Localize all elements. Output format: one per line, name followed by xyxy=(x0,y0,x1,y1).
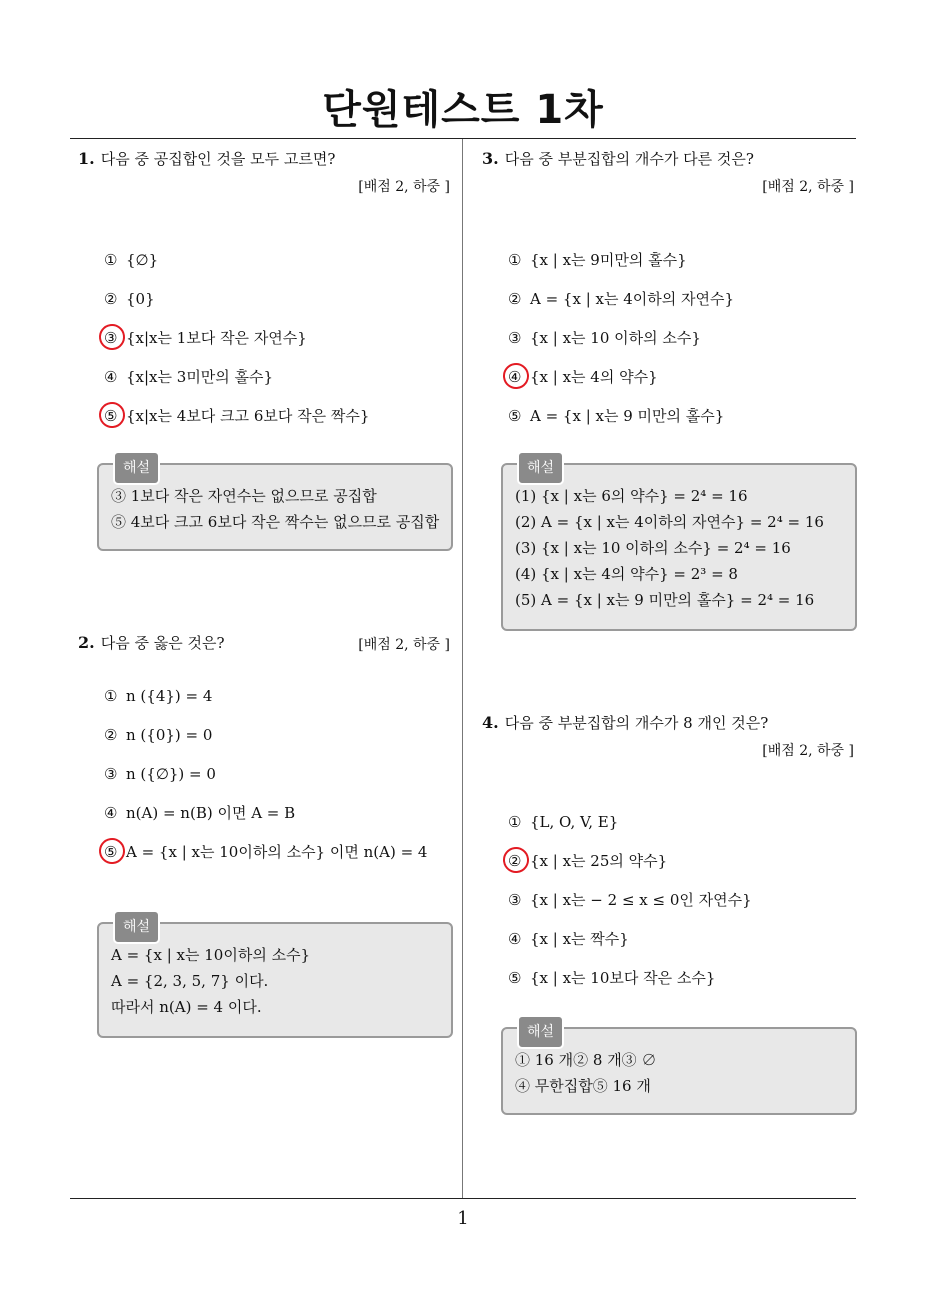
choice-text: {x|x는 3미만의 홀수} xyxy=(126,368,274,386)
page-number: 1 xyxy=(457,1208,469,1229)
choice-text: {x|x는 4보다 크고 6보다 작은 짝수} xyxy=(126,407,370,425)
choice-number: ⑤ xyxy=(508,969,522,987)
question-3 xyxy=(482,148,854,425)
solution-line: (3) {x | x는 10 이하의 소수} = 2⁴ = 16 xyxy=(515,539,791,557)
choice-text: {x | x는 − 2 ≤ x ≤ 0인 자연수} xyxy=(530,891,752,909)
question-number: 1. xyxy=(78,149,95,168)
choice-number: ① xyxy=(104,251,118,269)
question-2 xyxy=(78,632,450,861)
solution-line: 따라서 n(A) = 4 이다. xyxy=(111,998,262,1016)
choice-number: ③ xyxy=(508,891,522,909)
choice-3[interactable] xyxy=(104,764,216,784)
solution-line: ① 16 개② 8 개③ ∅ xyxy=(515,1051,657,1069)
choice-text: {x | x는 10보다 작은 소수} xyxy=(530,969,716,987)
choice-text: A = {x | x는 10이하의 소수} 이면 n(A) = 4 xyxy=(126,843,428,861)
solution-label: 해설 xyxy=(113,451,160,485)
column-divider xyxy=(462,139,463,1198)
choice-number: ② xyxy=(508,290,522,308)
choice-5[interactable] xyxy=(508,968,715,988)
choice-1[interactable] xyxy=(508,250,687,270)
choice-number: ⑤ xyxy=(104,406,126,426)
choice-number: ③ xyxy=(508,329,522,347)
choice-number: ① xyxy=(104,687,118,705)
score-label: [배점 2, 하중 ] xyxy=(762,179,854,195)
choice-text: {x | x는 10 이하의 소수} xyxy=(530,329,701,347)
choice-number: ② xyxy=(104,290,118,308)
choice-text: {∅} xyxy=(126,251,159,269)
page-title: 단원테스트 1차 xyxy=(322,87,604,133)
choice-5[interactable] xyxy=(104,842,427,862)
choice-5[interactable] xyxy=(104,406,369,426)
bottom-rule xyxy=(70,1198,856,1199)
choice-number: ④ xyxy=(104,804,118,822)
choice-number: ④ xyxy=(508,367,530,387)
choice-2[interactable] xyxy=(104,725,212,745)
choice-text: {L, O, V, E} xyxy=(530,813,619,831)
solution-box-4 xyxy=(501,1024,857,1115)
solution-line: ⑤ 4보다 크고 6보다 작은 짝수는 없으므로 공집합 xyxy=(111,513,440,531)
choice-number: ⑤ xyxy=(508,407,522,425)
choice-number: ② xyxy=(104,726,118,744)
solution-box-3 xyxy=(501,460,857,631)
choice-5[interactable] xyxy=(508,406,724,426)
choice-text: {x|x는 1보다 작은 자연수} xyxy=(126,329,307,347)
question-text: 다음 중 부분집합의 개수가 다른 것은? xyxy=(504,150,754,168)
question-4 xyxy=(482,712,854,987)
choice-text: n ({4}) = 4 xyxy=(126,687,213,705)
question-number: 4. xyxy=(482,713,499,732)
solution-line: A = {x | x는 10이하의 소수} xyxy=(111,946,311,964)
solution-label: 해설 xyxy=(517,451,564,485)
choice-2[interactable] xyxy=(104,289,155,309)
score-label: [배점 2, 하중 ] xyxy=(762,743,854,759)
score-label: [배점 2, 하중 ] xyxy=(358,637,450,653)
solution-box-1 xyxy=(97,460,453,551)
choice-number: ④ xyxy=(508,930,522,948)
choice-2[interactable] xyxy=(508,851,667,871)
question-text: 다음 중 옳은 것은? xyxy=(100,634,225,652)
score-label: [배점 2, 하중 ] xyxy=(358,179,450,195)
question-header xyxy=(482,148,854,170)
question-text: 다음 중 부분집합의 개수가 8 개인 것은? xyxy=(504,714,769,732)
choice-4[interactable] xyxy=(508,929,629,949)
solution-line: ③ 1보다 작은 자연수는 없으므로 공집합 xyxy=(111,487,377,505)
choice-number: ② xyxy=(508,851,530,871)
choice-1[interactable] xyxy=(104,686,212,706)
choice-text: {x | x는 25의 약수} xyxy=(530,852,668,870)
choice-number: ③ xyxy=(104,328,126,348)
question-number: 2. xyxy=(78,633,95,652)
question-text: 다음 중 공집합인 것을 모두 고르면? xyxy=(100,150,336,168)
choice-2[interactable] xyxy=(508,289,734,309)
choice-3[interactable] xyxy=(508,890,752,910)
choice-number: ① xyxy=(508,251,522,269)
choice-text: A = {x | x는 9 미만의 홀수} xyxy=(530,407,725,425)
choice-text: n ({∅}) = 0 xyxy=(126,765,216,783)
top-rule xyxy=(70,138,856,139)
choice-number: ③ xyxy=(104,765,118,783)
choice-number: ④ xyxy=(104,368,118,386)
solution-line: (4) {x | x는 4의 약수} = 2³ = 8 xyxy=(515,565,738,583)
choice-text: {x | x는 짝수} xyxy=(530,930,629,948)
question-1 xyxy=(78,148,450,425)
choice-3[interactable] xyxy=(508,328,701,348)
choice-text: n(A) = n(B) 이면 A = B xyxy=(126,804,296,822)
choice-4[interactable] xyxy=(104,367,273,387)
choice-text: A = {x | x는 4이하의 자연수} xyxy=(530,290,735,308)
solution-box-2 xyxy=(97,919,453,1038)
choice-text: n ({0}) = 0 xyxy=(126,726,213,744)
choice-text: {0} xyxy=(126,290,155,308)
choice-text: {x | x는 4의 약수} xyxy=(530,368,658,386)
choice-4[interactable] xyxy=(508,367,658,387)
solution-label: 해설 xyxy=(517,1015,564,1049)
choice-number: ⑤ xyxy=(104,842,126,862)
choice-1[interactable] xyxy=(104,250,158,270)
solution-line: (2) A = {x | x는 4이하의 자연수} = 2⁴ = 16 xyxy=(515,513,824,531)
solution-line: (5) A = {x | x는 9 미만의 홀수} = 2⁴ = 16 xyxy=(515,591,815,609)
question-number: 3. xyxy=(482,149,499,168)
choice-4[interactable] xyxy=(104,803,295,823)
question-header xyxy=(78,148,450,170)
solution-line: (1) {x | x는 6의 약수} = 2⁴ = 16 xyxy=(515,487,748,505)
solution-label: 해설 xyxy=(113,910,160,944)
choice-text: {x | x는 9미만의 홀수} xyxy=(530,251,687,269)
solution-line: A = {2, 3, 5, 7} 이다. xyxy=(111,972,269,990)
solution-line: ④ 무한집합⑤ 16 개 xyxy=(515,1077,651,1095)
choice-3[interactable] xyxy=(104,328,307,348)
question-header xyxy=(482,712,854,734)
choice-1[interactable] xyxy=(508,812,618,832)
choice-number: ① xyxy=(508,813,522,831)
